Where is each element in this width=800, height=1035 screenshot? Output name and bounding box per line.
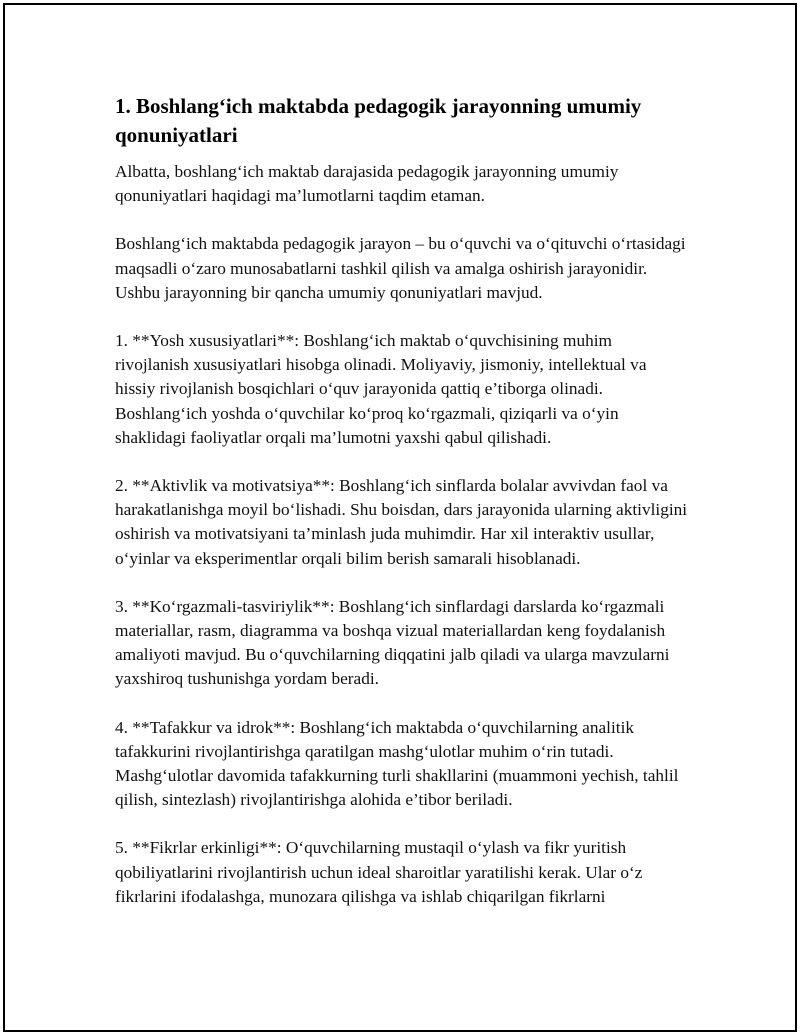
- paragraph-item-5: 5. **Fikrlar erkinligi**: O‘quvchilarning mustaqil o‘ylash va fikr yuritish qobiliyatlarini rivojlantirish uchun ideal sharoitlar yaratilishi kerak. Ular o‘z fikrlarini ifodalashga, munozara qilishga va ishlab chiqarilgan fikrlarni: [115, 838, 643, 906]
- paragraph-item-4: 4. **Tafakkur va idrok**: Boshlang‘ich maktabda o‘quvchilarning analitik tafakkurini rivojlantirishga qaratilgan mashg‘ulotlar muhim o‘rin tutadi. Mashg‘ulotlar davomida tafakkurning turli shakllarini (muammoni yechish, tahlil qilish, sintezlash) rivojlantirishga alohida e’tibor beriladi.: [115, 717, 679, 810]
- document-title: 1. Boshlang‘ich maktabda pedagogik jarayonning umumiy qonuniyatlari: [115, 94, 642, 147]
- document-body: [115, 92, 690, 933]
- paragraph-item-1: 1. **Yosh xususiyatlari**: Boshlang‘ich maktab o‘quvchisining muhim rivojlanish xususiyatlari hisobga olinadi. Moliyaviy, jismoniy, intellektual va hissiy rivojlanish bosqichlari o‘quv jarayonida qattiq e’tiborga olinadi. Boshlang‘ich yoshda o‘quvchilar ko‘proq ko‘rgazmali, qiziqarli va o‘yin shaklidagi faoliyatlar orqali ma’lumotni yaxshi qabul qilishadi.: [115, 331, 647, 447]
- paragraph-definition: Boshlang‘ich maktabda pedagogik jarayon – bu o‘quvchi va o‘qituvchi o‘rtasidagi maqsadli o‘zaro munosabatlarni tashkil qilish va amalga oshirish jarayonidir. Ushbu jarayonning bir qancha umumiy qonuniyatlari mavjud.: [115, 234, 686, 302]
- paragraph-intro: Albatta, boshlang‘ich maktab darajasida pedagogik jarayonning umumiy qonuniyatlari haqidagi ma’lumotlarni taqdim etaman.: [115, 162, 619, 206]
- paragraph-item-2: 2. **Aktivlik va motivatsiya**: Boshlang‘ich sinflarda bolalar avvivdan faol va harakatlanishga moyil bo‘lishadi. Shu boisdan, dars jarayonida ularning aktivligini oshirish va motivatsiyani ta’minlash juda muhimdir. Har xil interaktiv usullar, o‘yinlar va eksperimentlar orqali bilim berish samarali hisoblanadi.: [115, 476, 688, 568]
- paragraph-item-3: 3. **Ko‘rgazmali-tasviriylik**: Boshlang‘ich sinflardagi darslarda ko‘rgazmali materiallar, rasm, diagramma va boshqa vizual materiallardan keng foydalanish amaliyoti mavjud. Bu o‘quvchilarning diqqatini jalb qiladi va ularga mavzularni yaxshiroq tushunishga yordam beradi.: [115, 596, 670, 689]
